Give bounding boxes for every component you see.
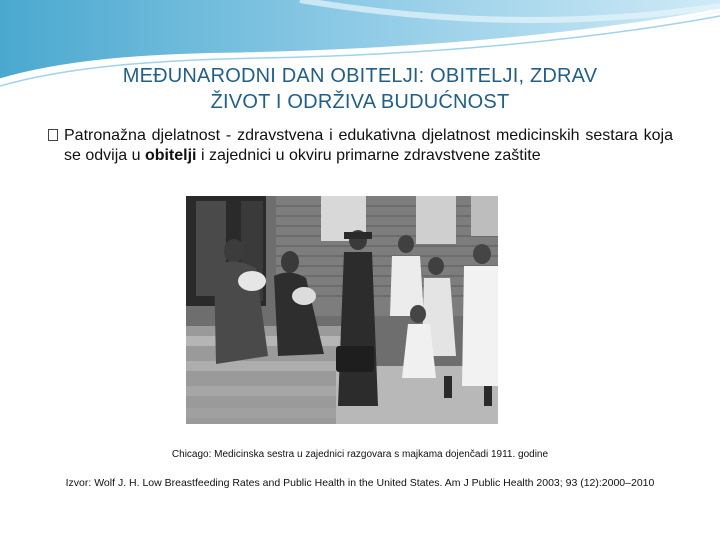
bullet-paragraph [48, 126, 673, 166]
bullet-bold-word: obitelji [144, 147, 197, 164]
slide-title-line-1: MEĐUNARODNI DAN OBITELJI: OBITELJI, ZDRAV [122, 65, 598, 87]
slide-title [40, 63, 680, 115]
source-citation: Izvor: Wolf J. H. Low Breastfeeding Rates and Public Health in the United States. Am J Public Health 2003; 93 (12):2000–2010 [65, 477, 655, 489]
bullet-box-icon [48, 129, 58, 141]
photo-caption: Chicago: Medicinska sestra u zajednici razgovara s majkama dojenčadi 1911. godine [171, 449, 549, 460]
slide-title-line-2: ŽIVOT I ODRŽIVA BUDUĆNOST [210, 91, 510, 113]
historical-photo [186, 196, 498, 424]
bullet-text: Patronažna djelatnost - zdravstvena i edukativna djelatnost medicinskih sestara koja se odvija u obitelji i zajednici u okviru primarne zdravstvene zaštite [64, 127, 673, 164]
